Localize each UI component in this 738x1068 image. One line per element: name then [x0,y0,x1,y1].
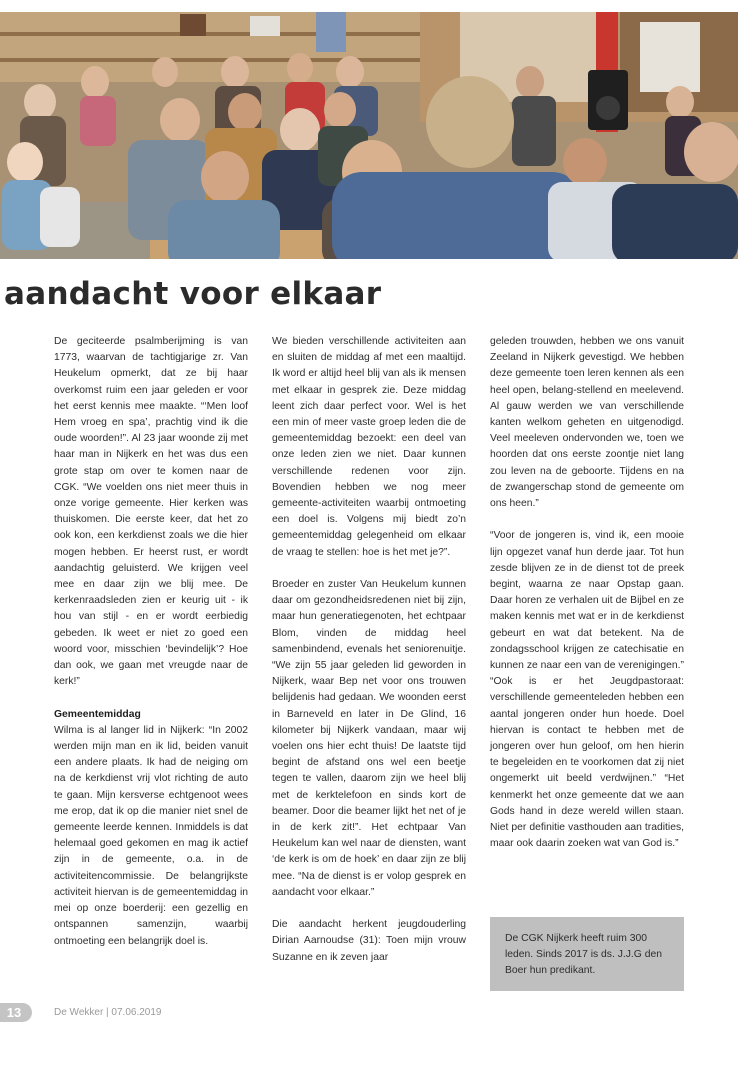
paragraph: geleden trouwden, hebben we ons vanuit Zeeland in Nijkerk gevestigd. We hebben deze gemeente toen leren kennen als een heel open, belang-stellend en meelevend. Al gauw werden we van verschillende kanten welkom geheten en uitgenodigd. Veel meeleven ondervonden we, toen we hoorden dat ons eerste zoontje niet lang zou leven na de geboorte. Tijdens en na de zwangerschap stond de gemeente om ons heen.” [490,336,684,510]
article-column-1 [54,334,248,950]
page-footer [0,1003,300,1022]
article-headline: aandacht voor elkaar [4,276,382,312]
paragraph: De geciteerde psalmberijming is van 1773, waarvan de tachtigjarige zr. Van Heukelum opmerkt, dat ze bij haar overkomst ruim een jaar geleden er voor het eerst kennis mee maakte. “‘Men loof Hem vroeg en spa’, prachtig vind ik die oude woorden!”. Al 23 jaar woonde zij met haar man in Nijkerk en het was dus een grote stap om over te komen naar de CGK. “We voelden ons niet meer thuis in onze vorige gemeente. Hier kerken was thuiskomen. Die eerste keer, dat het zo ook kon, een kerkdienst zoals we die hier mogen hebben. Er heerst rust, er wordt aandachtig geluisterd. We krijgen veel mee en daar zijn we blij mee. De kerkenraadsleden zien er keurig uit - ik hou van stijl - en er wordt eerbiedig gebeden. Ik weet er niet zo goed een woord voor, misschien ‘bevindelijk’? Hoe dan ook, we gaan met vreugde naar de kerk!” [54,336,248,688]
header-photo [0,12,738,259]
page-number: 13 [0,1003,32,1022]
paragraph: Wilma is al langer lid in Nijkerk: “In 2002 werden mijn man en ik lid, beiden vanuit een andere plaats. Ik had de neiging om na de kerkdienst vrij vlot richting de auto te gaan. Mijn kersverse echtgenoot wees me erop, dat ik op die manier niet snel de gemeente leerde kennen. Inmiddels is dat helemaal goed gekomen en mag ik actief zijn in de gemeente, o.a. in de activiteitencommissie. De belangrijkste activiteit hiervan is de gemeentemiddag in mei op onze boerderij: een gezellig en ontspannen samenzijn, waarbij ontmoeting een belangrijk doel is. [54,724,248,947]
info-box: De CGK Nijkerk heeft ruim 300 leden. Sinds 2017 is ds. J.J.G den Boer hun predikant. [490,917,684,991]
paragraph: Broeder en zuster Van Heukelum kunnen daar om gezondheidsredenen niet bij zijn, maar hun generatiegenoten, het echtpaar Blom, vinden de middag heel samenbindend, evenals het seniorenuitje. “We zijn 55 jaar geleden lid geworden in Nijkerk, waar Bep net voor ons trouwen belijdenis had gedaan. We woonden eerst in Barneveld en later in De Glind, 16 kilometer bij Nijkerk vandaan, maar wij voelen ons hier echt thuis! De laatste tijd begint de afstand ons wel een beetje tegen te vallen, daarom zijn we heel blij met de kerktelefoon en sinds kort de beamer. Door die beamer lijkt het net of je in de kerk zit!”. Het echtpaar Van Heukelum kan wel naar de diensten, want ‘de kerk is om de hoek’ en daar zijn ze blij mee. “Na de dienst is er volop gesprek en aandacht voor elkaar.” [272,579,466,898]
paragraph: Die aandacht herkent jeugdouderling Dirian Aarnoudse (31): Toen mijn vrouw Suzanne en ik zeven jaar [272,919,466,963]
subheading: Gemeentemiddag [54,708,141,720]
paragraph: “Voor de jongeren is, vind ik, een mooie lijn opgezet vanaf hun derde jaar. Tot hun zesde blijven ze in de dienst tot de preek begint, waarna ze naar Opstap gaan. Daar horen ze verhalen uit de Bijbel en ze maken kennis met wat er in de kerkdienst gebeurt en wat dat betekent. Na de zondagsschool krijgen ze catechisatie en kunnen ze naar een van de verenigingen.” “Ook is er het Jeugdpastoraat: verschillende gemeenteleden hebben een aantal jongeren onder hun hoede. Doel hiervan is contact te hebben met de jongeren over hun geloof, om hen hierin te begeleiden en te voorkomen dat zij niet ongemerkt uit beeld verdwijnen.” “Het kenmerkt het onze gemeente dat we aan Gods hand in deze wereld willen staan. Niet per definitie vasthouden aan tradities, maar ook daarin zoeken wat van God is.” [490,530,684,850]
article-column-2 [272,334,466,966]
article-column-3 [490,334,684,852]
publication-info: De Wekker | 07.06.2019 [54,1007,162,1018]
paragraph: We bieden verschillende activiteiten aan en sluiten de middag af met een maaltijd. Ik word er altijd heel blij van als ik mensen met elkaar in gesprek zie. Deze middag leent zich daar perfect voor. Wel is het een min of meer vaste groep leden die de gemeentemiddag bezoekt: een deel van onze leden zien we niet. Daar kunnen verschillende redenen voor zijn. Bovendien hebben we nog meer gemeente-activiteiten waarbij ontmoeting een doel is. Volgens mij biedt zo’n gemeentemiddag gelegenheid om elkaar de vraag te stellen: hoe is het met je?”. [272,336,466,558]
